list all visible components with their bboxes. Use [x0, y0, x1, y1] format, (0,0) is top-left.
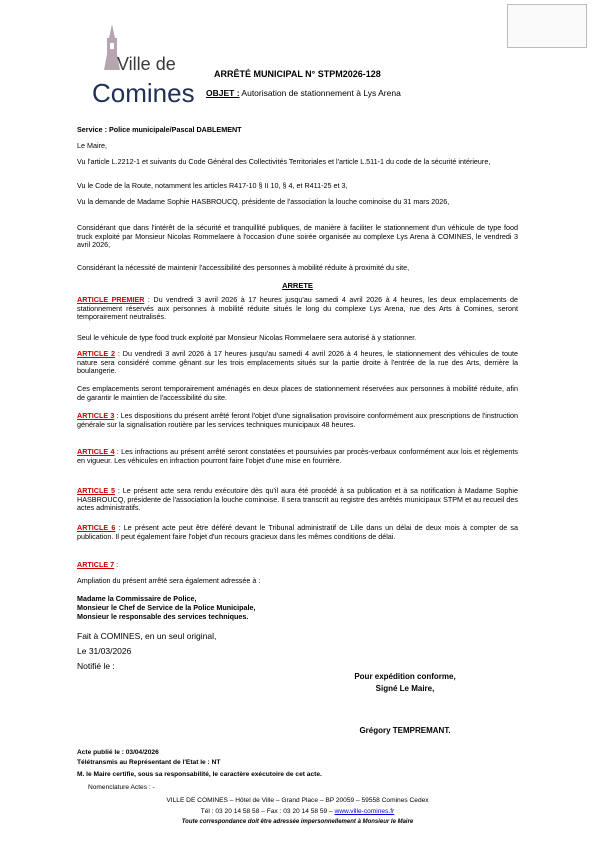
- footer-nomenclature: Nomenclature Actes : -: [88, 784, 155, 791]
- article-1-b: Seul le véhicule de type food truck exploité par Monsieur Nicolas Rommelaere sera autorisé à y stationner.: [77, 333, 417, 342]
- recipient: Madame la Commissaire de Police,: [77, 594, 197, 603]
- article-label: ARTICLE 4: [77, 447, 115, 456]
- article-label: ARTICLE PREMIER: [77, 295, 145, 304]
- arrete-heading: ARRETE: [282, 281, 313, 290]
- fait-line: Fait à COMINES, en un seul original,: [77, 631, 217, 641]
- article-text: : Du vendredi 3 avril 2026 à 17 heures jusqu'au samedi 4 avril 2026 à 4 heures, les deux emplacements de stationnement réservés aux personnes à mobilité réduite situés le long du complexe Lys Arena, rue des Arts à Comines, seront temporairement neutralisés.: [77, 295, 519, 322]
- date-line: Le 31/03/2026: [77, 646, 132, 656]
- registration-stamp: [507, 4, 587, 48]
- footer-transmitted: Télétransmis au Représentant de l'Etat le : NT: [77, 759, 221, 766]
- article-text: : Les infractions au présent arrêté seront constatées et poursuivies par procès-verbaux conformément aux lois et règlements en vigueur. Les véhicules en infraction pourront faire l'objet d'une mise en fourrière.: [77, 447, 518, 465]
- vu-paragraph: Vu le Code de la Route, notamment les articles R417-10 § II 10, § 4, et R411-25 et 3,: [77, 181, 348, 190]
- logo-line2: Comines: [92, 78, 195, 108]
- maire-line: Le Maire,: [77, 141, 107, 150]
- footer-certify: M. le Maire certifie, sous sa responsabilité, le caractère exécutoire de cet acte.: [77, 771, 322, 778]
- document-subject: [206, 88, 401, 98]
- article-5: [77, 487, 518, 513]
- vu-paragraph: Vu la demande de Madame Sophie HASBROUCQ, présidente de l'association la louche cominoise du 31 mars 2026,: [77, 197, 450, 206]
- subject-text: Autorisation de stationnement à Lys Arena: [239, 88, 401, 98]
- article-2: [77, 350, 518, 376]
- expedition-line: Pour expédition conforme,: [354, 672, 456, 681]
- article-text: : Le présent acte peut être déféré devant le Tribunal administratif de Lille dans un délai de deux mois à compter de sa publication. Il peut également faire l'objet d'un recours gracieux dans les mêmes conditions de délai.: [77, 523, 519, 541]
- article-1: [77, 296, 518, 322]
- signed-mayor-line: Signé Le Maire,: [375, 684, 435, 693]
- article-label: ARTICLE 3: [77, 411, 115, 420]
- recipient: Monsieur le Chef de Service de la Police Municipale,: [77, 603, 256, 612]
- footer-contact: [0, 808, 595, 815]
- article-label: ARTICLE 7: [77, 560, 115, 569]
- logo-line1: Ville de: [117, 54, 176, 74]
- considerant-paragraph: Considérant la nécessité de maintenir l'accessibilité des personnes à mobilité réduite à proximité du site,: [77, 263, 410, 272]
- city-logo: [92, 24, 202, 108]
- article-text: : Le présent acte sera rendu exécutoire dès qu'il aura été procédé à sa publication et à sa notification à Madame Sophie HASBROUCQ, présidente de l'association la louche cominoise. Il sera transcrit au registre des arrêtés municipaux STPM et au recueil des actes administratifs.: [77, 486, 518, 513]
- article-3: [77, 412, 518, 429]
- website-link[interactable]: www.ville-comines.fr: [334, 808, 395, 815]
- article-text: :: [114, 560, 119, 569]
- subject-label: OBJET :: [206, 88, 240, 98]
- notifie-line: Notifié le :: [77, 661, 115, 671]
- footer-published: Acte publié le : 03/04/2026: [77, 749, 159, 756]
- footer-correspondence: Toute correspondance doit être adressée impersonnellement à Monsieur le Maire: [181, 819, 414, 825]
- article-label: ARTICLE 6: [77, 523, 116, 532]
- article-6: [77, 524, 518, 541]
- considerant-paragraph: Considérant que dans l'intérêt de la sécurité et tranquillité publiques, de manière à faciliter le stationnement d'un véhicule de type food truck exploité par Monsieur Nicolas Rommelaere à l'occasion d'une soirée organisée au complexe Lys Arena à COMINES, le vendredi 3 avril 2026,: [77, 223, 518, 250]
- article-text: : Du vendredi 3 avril 2026 à 17 heures jusqu'au samedi 4 avril 2026 à 4 heures, le stationnement des véhicules de toute nature sera considéré comme gênant sur les trois emplacements situés sur la partie droite à l'entrée de la rue des Arts, derrière la boulangerie.: [77, 349, 518, 376]
- footer-address: VILLE DE COMINES – Hôtel de Ville – Grand Place – BP 20059 – 59558 Comines Cedex: [166, 797, 429, 804]
- recipient: Monsieur le responsable des services techniques.: [77, 612, 249, 621]
- vu-paragraph: Vu l'article L.2212-1 et suivants du Code Général des Collectivités Territoriales et l'article L.511-1 du code de la sécurité intérieure,: [77, 157, 491, 166]
- footer-phone: Tél : 03 20 14 58 58 – Fax : 03 20 14 58 59 –: [200, 808, 335, 815]
- article-label: ARTICLE 5: [77, 486, 116, 495]
- ampliation-line: Ampliation du présent arrêté sera également adressée à :: [77, 576, 261, 585]
- article-label: ARTICLE 2: [77, 349, 116, 358]
- article-2-b: Ces emplacements seront temporairement aménagés en deux places de stationnement réservées aux personnes à mobilité réduite, afin de garantir le maintien de l'accessibilité du site.: [77, 384, 518, 402]
- article-text: : Les dispositions du présent arrêté feront l'objet d'une signalisation provisoire conformément aux prescriptions de l'instruction générale sur la signalisation routière par les services techniques municipaux 48 heures.: [77, 411, 519, 429]
- article-4: [77, 448, 518, 465]
- signatory-name: Grégory TEMPREMANT.: [359, 726, 451, 735]
- document-title: ARRÊTÉ MUNICIPAL N° STPM2026-128: [214, 69, 381, 79]
- article-7: [77, 561, 518, 570]
- service-line: Service : Police municipale/Pascal DABLEMENT: [77, 125, 242, 134]
